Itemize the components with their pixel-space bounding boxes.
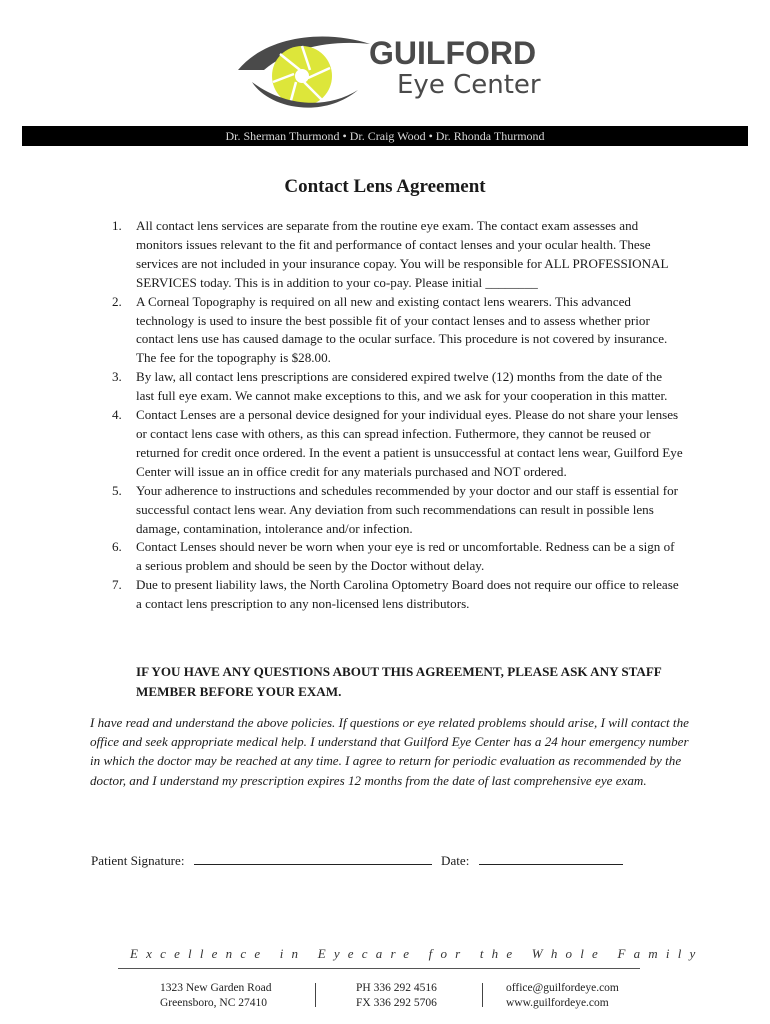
footer-separator xyxy=(482,983,483,1007)
policy-text: Due to present liability laws, the North Carolina Optometry Board does not require our office to release a contact lens prescription to any non-licensed lens distributors. xyxy=(136,577,679,612)
website-link[interactable]: www.guilfordeye.com xyxy=(506,997,609,1009)
address-line-2: Greensboro, NC 27410 xyxy=(160,997,267,1009)
patient-signature-label: Patient Signature: xyxy=(91,853,185,868)
policy-text: Contact Lenses are a personal device designed for your individual eyes. Please do not share your lenses or contact lens case with others, as this can spread infection. Futhermore, they cannot be reused or returned for credit once ordered. In the event a patient is unsuccessful at contact lens wear, Guilford Eye Center will issue an in office credit for any materials purchased and NOT ordered. xyxy=(136,407,683,479)
policy-item xyxy=(105,217,683,293)
policy-item xyxy=(105,293,683,369)
address-line-1: 1323 New Garden Road xyxy=(160,982,272,994)
questions-notice: IF YOU HAVE ANY QUESTIONS ABOUT THIS AGREEMENT, PLEASE ASK ANY STAFF MEMBER BEFORE YOUR EXAM. xyxy=(136,664,662,699)
doctors-banner: Dr. Sherman Thurmond • Dr. Craig Wood • Dr. Rhonda Thurmond xyxy=(22,126,748,146)
brand-name: GUILFORD xyxy=(369,35,537,71)
phone-number: PH 336 292 4516 xyxy=(356,982,437,994)
fax-number: FX 336 292 5706 xyxy=(356,997,437,1009)
policy-number: 7. xyxy=(112,577,122,593)
policy-text: Your adherence to instructions and schedules recommended by your doctor and our staff is essential for successful contact lens wear. Any deviation from such recommendations can result in possible lens damage, contamination, intolerance and/or infection. xyxy=(136,482,679,536)
policy-item xyxy=(105,482,683,539)
policy-number: 3. xyxy=(112,369,122,385)
brand-subtitle: Eye Center xyxy=(397,70,541,100)
policy-item xyxy=(105,538,683,576)
acknowledgement-statement: I have read and understand the above policies. If questions or eye related problems should arise, I will contact the office and seek appropriate medical help. I understand that Guilford Eye Center has a 24 hour emergency number in which the doctor may be reached at any time. I agree to return for periodic evaluation as recommended by the doctor, and I understand my prescription expires 12 months from the date of last comprehensive eye exam. xyxy=(90,715,689,788)
policy-text: By law, all contact lens prescriptions are considered expired twelve (12) months from the date of the last full eye exam. We cannot make exceptions to this, and we ask for your cooperation in this matter. xyxy=(136,369,668,404)
patient-signature-field[interactable] xyxy=(194,852,432,865)
footer-separator xyxy=(315,983,316,1007)
policy-text: A Corneal Topography is required on all new and existing contact lens wearers. This advanced technology is used to insure the best possible fit of your contact lenses and to assess whether prior contact lens use has caused damage to the ocular surface. This procedure is not covered by insurance. The fee for the topography is $28.00. xyxy=(136,293,668,366)
footer-address xyxy=(160,981,271,1011)
policy-item xyxy=(105,406,683,482)
signature-row xyxy=(91,852,623,869)
policy-item xyxy=(105,576,683,614)
date-field[interactable] xyxy=(479,852,623,865)
policy-text: All contact lens services are separate from the routine eye exam. The contact exam assesses and monitors issues relevant to the fit and performance of contact lenses and your ocular health. These services are not included in your insurance copay. You will be responsible for ALL PROFESSIONAL SERVICES today. This is in addition to your co-pay. Please initial ________ xyxy=(136,218,669,290)
date-label: Date: xyxy=(441,853,470,868)
page-title: Contact Lens Agreement xyxy=(284,176,486,197)
guilford-eye-center-logo xyxy=(238,30,558,120)
policy-item xyxy=(105,368,683,406)
policy-number: 4. xyxy=(112,407,122,423)
eye-logo-icon xyxy=(238,30,378,120)
policy-number: 1. xyxy=(112,218,122,233)
footer-phone xyxy=(356,981,437,1011)
policy-list xyxy=(105,217,683,614)
policy-number: 2. xyxy=(112,293,122,309)
footer-contact xyxy=(506,981,619,1011)
policy-number: 6. xyxy=(112,539,122,555)
email-link[interactable]: office@guilfordeye.com xyxy=(506,982,619,994)
policy-number: 5. xyxy=(112,482,122,498)
footer-tagline: Excellence in Eyecare for the Whole Family xyxy=(130,946,704,961)
policy-text: Contact Lenses should never be worn when your eye is red or uncomfortable. Redness can be a sign of a serious problem and should be seen by the Doctor without delay. xyxy=(136,539,675,574)
footer-divider xyxy=(118,968,640,969)
